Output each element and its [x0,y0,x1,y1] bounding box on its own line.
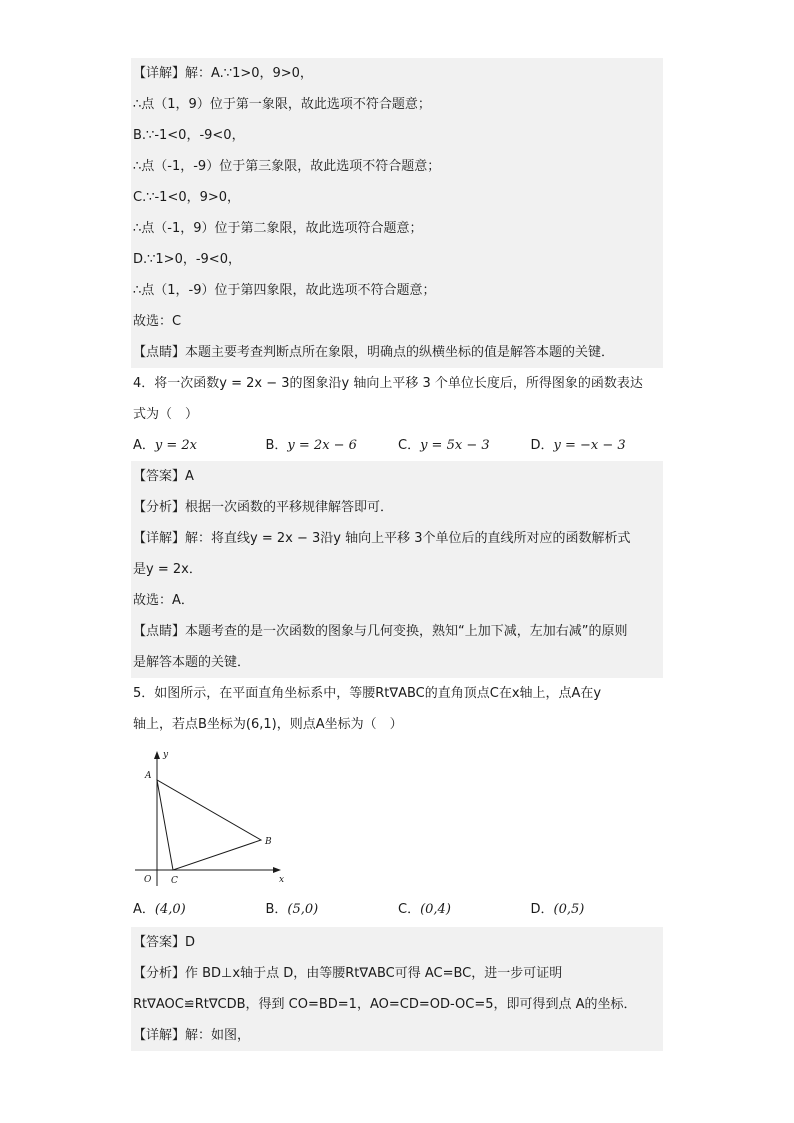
label-a: A [145,771,152,781]
answer-line: 【答案】A [133,469,194,484]
answer-line: 【答案】D [133,935,196,950]
detail-line: 【详解】解：将直线y = 2x − 3沿y 轴向上平移 3个单位后的直线所对应的函数解析式 [133,531,631,546]
solution-block-q5 [131,927,663,1051]
text-line: 【详解】解：A.∵1>0，9>0， [133,66,313,81]
analysis-line: Rt∇AOC≌Rt∇CDB，得到 CO=BD=1，AO=CD=OD-OC=5，即可得到点 A的坐标． [133,997,637,1012]
question-5-stem: 5．如图所示，在平面直角坐标系中，等腰Rt∇ABC的直角顶点C在x轴上，点A在y [133,686,602,701]
question-5 [131,678,663,925]
label-y: y [163,750,169,760]
y-axis-arrow [154,751,160,759]
option-c: C．(0,4) [398,902,451,917]
text-line: ∴点（1，-9）位于第四象限，故此选项不符合题意； [133,283,436,298]
option-d: D．(0,5) [530,902,585,917]
question-4-stem-cont: 式为（ ） [133,407,199,422]
detail-line: 【详解】解：如图， [133,1028,251,1043]
option-a: A．(4,0) [133,902,186,917]
label-c: C [171,876,178,886]
analysis-line: 【分析】作 BD⊥x轴于点 D，由等腰Rt∇ABC可得 AC=BC，进一步可证明 [133,966,563,981]
note-line: 是解答本题的关键． [133,655,251,670]
text-line: C.∵-1<0，9>0， [133,190,241,205]
triangle-abc [157,780,261,870]
note-line: 【点睛】本题考查的是一次函数的图象与几何变换，熟知“上加下减，左加右减”的原则 [133,624,628,639]
coordinate-figure [131,744,663,894]
analysis-line: 【分析】根据一次函数的平移规律解答即可． [133,500,394,515]
detail-line: 是y = 2x． [133,562,202,577]
question-5-options [131,894,663,925]
option-c: C．y = 5x − 3 [398,438,490,453]
label-o: O [144,875,152,885]
option-d: D．y = −x − 3 [530,438,626,453]
text-line: ∴点（-1，-9）位于第三象限，故此选项不符合题意； [133,159,441,174]
text-line: ∴点（1，9）位于第一象限，故此选项不符合题意； [133,97,431,112]
choose-line: 故选：A． [133,593,194,608]
option-b: B．y = 2x − 6 [265,438,357,453]
triangle-diagram [133,744,293,889]
question-5-stem-cont: 轴上，若点B坐标为(6,1)，则点A坐标为（ ） [133,717,403,732]
label-x: x [279,875,285,885]
option-b: B．(5,0) [265,902,319,917]
solution-block-q4 [131,461,663,678]
text-line: ∴点（-1，9）位于第二象限，故此选项符合题意； [133,221,423,236]
question-4-stem: 4．将一次函数y = 2x − 3的图象沿y 轴向上平移 3 个单位长度后，所得图象的函数表达 [133,376,643,391]
document-page [131,58,663,1051]
question-4-options [131,430,663,461]
question-4 [131,368,663,461]
text-line: 故选：C [133,314,182,329]
text-line: B.∵-1<0，-9<0， [133,128,245,143]
x-axis-arrow [273,867,281,873]
text-line: 【点睛】本题主要考查判断点所在象限，明确点的纵横坐标的值是解答本题的关键． [133,345,615,360]
label-b: B [265,837,272,847]
option-a: A．y = 2x [133,438,198,453]
text-line: D.∵1>0，-9<0， [133,252,241,267]
solution-block-q3 [131,58,663,368]
